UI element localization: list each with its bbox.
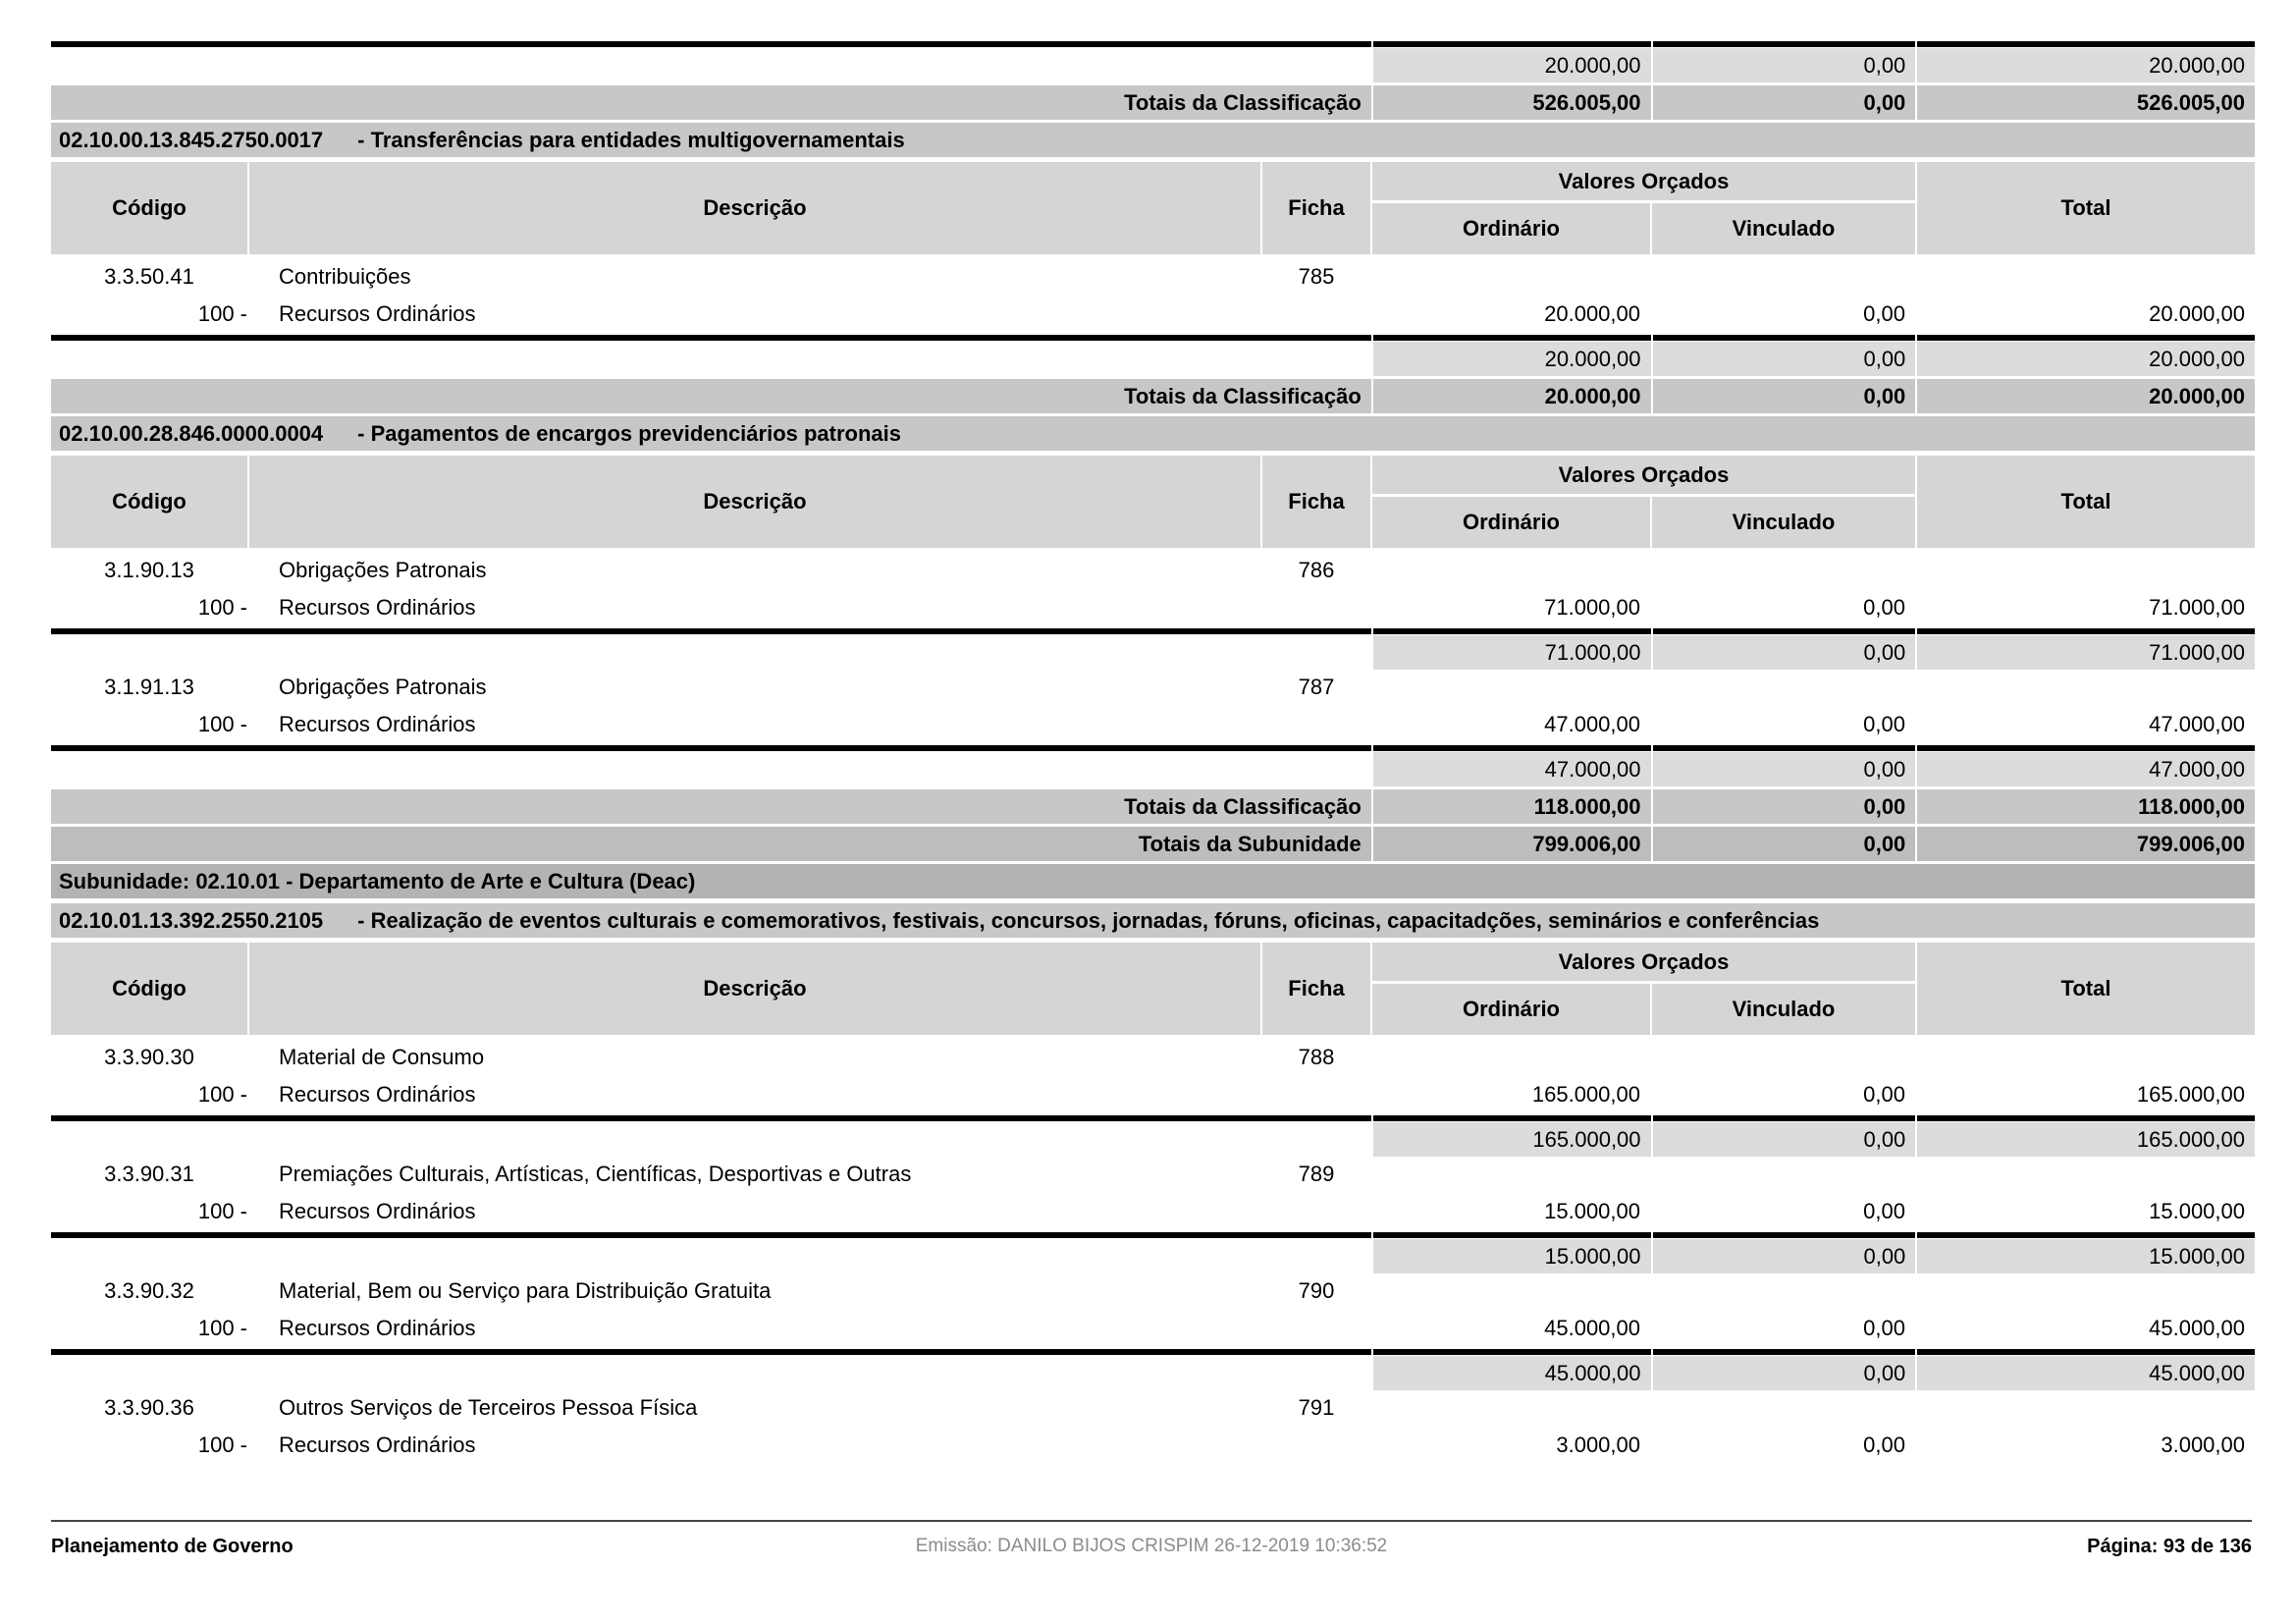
subtotal-spacer (51, 342, 1371, 376)
footer-divider (51, 1520, 2252, 1522)
subtotal-spacer (51, 48, 1371, 82)
subtotal-total-value: 45.000,00 (1917, 1356, 2255, 1390)
subtotal-vinculado-value: 0,00 (1653, 752, 1916, 786)
rule-segment (1917, 335, 2255, 341)
rule-segment (1653, 1115, 1916, 1121)
expense-description: Premiações Culturais, Artísticas, Científicas, Desportivas e Outras (279, 1162, 912, 1186)
empty-cell (1917, 1276, 2255, 1306)
funding-source-name: Recursos Ordinários (279, 1082, 476, 1107)
valores-orcados-group (1372, 456, 1915, 548)
funding-ordinario-value: 15.000,00 (1544, 1199, 1640, 1223)
classification-header-row (51, 903, 2255, 938)
classification-totals-row (51, 85, 2255, 120)
source-subtotal-row (51, 1356, 2255, 1390)
column-header-codigo: Código (51, 162, 247, 254)
rule-segment (1653, 41, 1916, 47)
expense-item-row (51, 1276, 2255, 1306)
column-header-total: Total (1917, 162, 2255, 254)
column-header-descricao: Descrição (249, 943, 1260, 1035)
expense-item-row (51, 1043, 2255, 1072)
subunit-header-row (51, 864, 2255, 898)
classification-header-row (51, 123, 2255, 157)
empty-cell (1652, 673, 1915, 702)
subtotal-vinculado-value: 0,00 (1653, 1239, 1916, 1273)
rule-segment (1653, 628, 1916, 634)
funding-source-row (51, 1080, 2255, 1109)
subtotal-total-value: 71.000,00 (1917, 635, 2255, 670)
subunit-totals-label: Totais da Subunidade (51, 827, 1371, 861)
subunit-totals-ordinario: 799.006,00 (1373, 827, 1651, 861)
empty-cell (1262, 1080, 1370, 1109)
rule-segment (51, 1232, 1371, 1238)
expense-code: 3.1.91.13 (104, 675, 194, 699)
empty-cell (1652, 1276, 1915, 1306)
funding-source-code: 100 - (197, 1316, 247, 1340)
subtotal-ordinario-value: 45.000,00 (1373, 1356, 1651, 1390)
subtotal-ordinario-value: 165.000,00 (1373, 1122, 1651, 1157)
empty-cell (1262, 1431, 1370, 1460)
classification-totals-ordinario: 526.005,00 (1373, 85, 1651, 120)
rule-segment (1917, 1349, 2255, 1355)
classification-totals-label: Totais da Classificação (51, 789, 1371, 824)
funding-source-row (51, 1431, 2255, 1460)
ficha-number: 789 (1298, 1162, 1335, 1186)
expense-item-row (51, 673, 2255, 702)
empty-cell (1372, 673, 1650, 702)
expense-description: Contribuições (279, 264, 411, 289)
funding-source-name: Recursos Ordinários (279, 1433, 476, 1457)
rule-segment (1373, 745, 1651, 751)
classification-totals-total: 526.005,00 (1917, 85, 2255, 120)
empty-cell (1372, 1276, 1650, 1306)
subtotal-ordinario-value: 20.000,00 (1373, 48, 1651, 82)
funding-source-code: 100 - (197, 595, 247, 620)
empty-cell (1917, 1043, 2255, 1072)
expense-item-row (51, 1393, 2255, 1423)
expense-code: 3.3.90.36 (104, 1395, 194, 1420)
subtotal-vinculado-value: 0,00 (1653, 342, 1916, 376)
source-subtotal-row (51, 752, 2255, 786)
funding-source-code: 100 - (197, 1433, 247, 1457)
funding-total-value: 3.000,00 (2161, 1433, 2245, 1457)
empty-cell (1652, 1160, 1915, 1189)
rule-segment (1917, 1115, 2255, 1121)
source-subtotal-row (51, 48, 2255, 82)
funding-total-value: 47.000,00 (2149, 712, 2245, 736)
funding-ordinario-value: 71.000,00 (1544, 595, 1640, 620)
rule-segment (1373, 628, 1651, 634)
funding-source-code: 100 - (197, 712, 247, 736)
valores-orcados-subheaders (1372, 497, 1915, 548)
rule-segment (1653, 745, 1916, 751)
funding-source-row (51, 710, 2255, 739)
classification-totals-vinculado: 0,00 (1653, 789, 1916, 824)
valores-orcados-subheaders (1372, 984, 1915, 1035)
funding-source-row (51, 299, 2255, 329)
funding-source-code: 100 - (197, 1199, 247, 1223)
rule-segment (51, 745, 1371, 751)
rule-segment (1373, 1232, 1651, 1238)
rule-segment (1917, 745, 2255, 751)
empty-cell (1917, 262, 2255, 292)
rule-segment (1653, 1232, 1916, 1238)
ficha-number: 786 (1298, 558, 1335, 582)
subtotal-total-value: 15.000,00 (1917, 1239, 2255, 1273)
expense-description: Outros Serviços de Terceiros Pessoa Física (279, 1395, 698, 1420)
rule-segment (51, 41, 1371, 47)
funding-total-value: 71.000,00 (2149, 595, 2245, 620)
funding-vinculado-value: 0,00 (1863, 1082, 1905, 1107)
classification-header-cell (51, 416, 2255, 451)
funding-source-name: Recursos Ordinários (279, 301, 476, 326)
expense-description: Material de Consumo (279, 1045, 485, 1069)
column-header-ordinario: Ordinário (1372, 497, 1650, 548)
classification-description: - Transferências para entidades multigovernamentais (357, 128, 905, 152)
subtotal-spacer (51, 1356, 1371, 1390)
ficha-number: 787 (1298, 675, 1335, 699)
empty-cell (1262, 593, 1370, 622)
classification-description: - Realização de eventos culturais e comemorativos, festivais, concursos, jornadas, fóruns, oficinas, capacitadções, seminários e conferências (357, 908, 1820, 933)
subtotal-total-value: 20.000,00 (1917, 48, 2255, 82)
ficha-number: 785 (1298, 264, 1335, 289)
subtotal-spacer (51, 635, 1371, 670)
funding-total-value: 45.000,00 (2149, 1316, 2245, 1340)
subtotal-vinculado-value: 0,00 (1653, 1122, 1916, 1157)
classification-totals-vinculado: 0,00 (1653, 85, 1916, 120)
classification-totals-total: 20.000,00 (1917, 379, 2255, 413)
expense-item-row (51, 556, 2255, 585)
footer-report-name: Planejamento de Governo (51, 1535, 294, 1557)
rule-segment (1917, 41, 2255, 47)
funding-source-row (51, 1197, 2255, 1226)
funding-source-name: Recursos Ordinários (279, 1316, 476, 1340)
classification-code: 02.10.01.13.392.2550.2105 (59, 908, 324, 933)
funding-ordinario-value: 45.000,00 (1544, 1316, 1640, 1340)
classification-totals-ordinario: 20.000,00 (1373, 379, 1651, 413)
funding-source-name: Recursos Ordinários (279, 595, 476, 620)
valores-orcados-group (1372, 943, 1915, 1035)
column-header-valores-orcados: Valores Orçados (1372, 456, 1915, 494)
empty-cell (1917, 1393, 2255, 1423)
group-end-rule (51, 1349, 2255, 1355)
classification-code: 02.10.00.13.845.2750.0017 (59, 128, 324, 152)
classification-totals-ordinario: 118.000,00 (1373, 789, 1651, 824)
subtotal-spacer (51, 1239, 1371, 1273)
empty-cell (1262, 1197, 1370, 1226)
group-end-rule (51, 335, 2255, 341)
subtotal-ordinario-value: 20.000,00 (1373, 342, 1651, 376)
classification-totals-row (51, 789, 2255, 824)
rule-segment (1373, 41, 1651, 47)
funding-ordinario-value: 20.000,00 (1544, 301, 1640, 326)
empty-cell (1372, 262, 1650, 292)
funding-vinculado-value: 0,00 (1863, 1199, 1905, 1223)
expense-item-row (51, 262, 2255, 292)
empty-cell (1372, 1160, 1650, 1189)
subtotal-ordinario-value: 15.000,00 (1373, 1239, 1651, 1273)
funding-total-value: 15.000,00 (2149, 1199, 2245, 1223)
group-end-rule (51, 1115, 2255, 1121)
column-header-vinculado: Vinculado (1652, 203, 1915, 254)
rule-segment (51, 335, 1371, 341)
empty-cell (1262, 710, 1370, 739)
column-header-row (51, 456, 2255, 548)
classification-header-cell (51, 123, 2255, 157)
column-header-ordinario: Ordinário (1372, 984, 1650, 1035)
expense-description: Material, Bem ou Serviço para Distribuição Gratuita (279, 1278, 772, 1303)
source-subtotal-row (51, 1122, 2255, 1157)
subtotal-vinculado-value: 0,00 (1653, 1356, 1916, 1390)
column-header-ficha: Ficha (1262, 162, 1370, 254)
funding-source-code: 100 - (197, 301, 247, 326)
classification-totals-label: Totais da Classificação (51, 85, 1371, 120)
funding-vinculado-value: 0,00 (1863, 712, 1905, 736)
empty-cell (1917, 673, 2255, 702)
empty-cell (1372, 556, 1650, 585)
source-subtotal-row (51, 635, 2255, 670)
column-header-valores-orcados: Valores Orçados (1372, 943, 1915, 981)
empty-cell (1262, 299, 1370, 329)
subtotal-total-value: 20.000,00 (1917, 342, 2255, 376)
group-end-rule (51, 1232, 2255, 1238)
subunit-totals-row (51, 827, 2255, 861)
column-header-total: Total (1917, 456, 2255, 548)
subtotal-vinculado-value: 0,00 (1653, 635, 1916, 670)
subtotal-ordinario-value: 47.000,00 (1373, 752, 1651, 786)
group-end-rule (51, 628, 2255, 634)
subunit-totals-total: 799.006,00 (1917, 827, 2255, 861)
expense-description: Obrigações Patronais (279, 675, 487, 699)
rule-segment (1373, 1349, 1651, 1355)
funding-vinculado-value: 0,00 (1863, 595, 1905, 620)
expense-code: 3.3.90.32 (104, 1278, 194, 1303)
column-header-row (51, 162, 2255, 254)
expense-description: Obrigações Patronais (279, 558, 487, 582)
empty-cell (1917, 1160, 2255, 1189)
classification-totals-vinculado: 0,00 (1653, 379, 1916, 413)
page-footer (51, 1532, 2252, 1561)
subtotal-spacer (51, 1122, 1371, 1157)
classification-description: - Pagamentos de encargos previdenciários patronais (357, 421, 902, 446)
ficha-number: 790 (1298, 1278, 1335, 1303)
empty-cell (1262, 1314, 1370, 1343)
funding-source-code: 100 - (197, 1082, 247, 1107)
funding-ordinario-value: 3.000,00 (1556, 1433, 1640, 1457)
funding-ordinario-value: 165.000,00 (1531, 1082, 1640, 1107)
column-header-valores-orcados: Valores Orçados (1372, 162, 1915, 200)
classification-totals-total: 118.000,00 (1917, 789, 2255, 824)
expense-code: 3.3.50.41 (104, 264, 194, 289)
column-header-descricao: Descrição (249, 162, 1260, 254)
empty-cell (1652, 556, 1915, 585)
empty-cell (1652, 1043, 1915, 1072)
footer-emission-info: Emissão: DANILO BIJOS CRISPIM 26-12-2019 10:36:52 (915, 1536, 1388, 1556)
classification-code: 02.10.00.28.846.0000.0004 (59, 421, 324, 446)
group-end-rule (51, 41, 2255, 47)
column-header-vinculado: Vinculado (1652, 984, 1915, 1035)
column-header-vinculado: Vinculado (1652, 497, 1915, 548)
column-header-ordinario: Ordinário (1372, 203, 1650, 254)
rule-segment (1653, 335, 1916, 341)
classification-header-row (51, 416, 2255, 451)
subtotal-ordinario-value: 71.000,00 (1373, 635, 1651, 670)
funding-vinculado-value: 0,00 (1863, 1433, 1905, 1457)
funding-source-row (51, 593, 2255, 622)
expense-code: 3.3.90.31 (104, 1162, 194, 1186)
subunit-totals-vinculado: 0,00 (1653, 827, 1916, 861)
empty-cell (1372, 1043, 1650, 1072)
rule-segment (51, 1349, 1371, 1355)
empty-cell (1652, 1393, 1915, 1423)
rule-segment (1373, 1115, 1651, 1121)
column-header-ficha: Ficha (1262, 456, 1370, 548)
rule-segment (51, 628, 1371, 634)
funding-source-name: Recursos Ordinários (279, 1199, 476, 1223)
column-header-ficha: Ficha (1262, 943, 1370, 1035)
funding-source-row (51, 1314, 2255, 1343)
valores-orcados-subheaders (1372, 203, 1915, 254)
funding-ordinario-value: 47.000,00 (1544, 712, 1640, 736)
group-end-rule (51, 745, 2255, 751)
classification-totals-label: Totais da Classificação (51, 379, 1371, 413)
footer-page-number: Página: 93 de 136 (2087, 1535, 2252, 1557)
subtotal-total-value: 47.000,00 (1917, 752, 2255, 786)
empty-cell (1917, 556, 2255, 585)
column-header-codigo: Código (51, 943, 247, 1035)
column-header-total: Total (1917, 943, 2255, 1035)
column-header-descricao: Descrição (249, 456, 1260, 548)
funding-vinculado-value: 0,00 (1863, 301, 1905, 326)
budget-table (51, 41, 2255, 1466)
expense-code: 3.1.90.13 (104, 558, 194, 582)
classification-header-cell (51, 903, 2255, 938)
source-subtotal-row (51, 342, 2255, 376)
classification-totals-row (51, 379, 2255, 413)
subtotal-spacer (51, 752, 1371, 786)
funding-total-value: 165.000,00 (2136, 1082, 2245, 1107)
valores-orcados-group (1372, 162, 1915, 254)
funding-source-name: Recursos Ordinários (279, 712, 476, 736)
rule-segment (51, 1115, 1371, 1121)
expense-item-row (51, 1160, 2255, 1189)
ficha-number: 791 (1298, 1395, 1335, 1420)
ficha-number: 788 (1298, 1045, 1335, 1069)
funding-total-value: 20.000,00 (2149, 301, 2245, 326)
column-header-codigo: Código (51, 456, 247, 548)
expense-code: 3.3.90.30 (104, 1045, 194, 1069)
subtotal-vinculado-value: 0,00 (1653, 48, 1916, 82)
rule-segment (1917, 1232, 2255, 1238)
empty-cell (1652, 262, 1915, 292)
source-subtotal-row (51, 1239, 2255, 1273)
rule-segment (1653, 1349, 1916, 1355)
empty-cell (1372, 1393, 1650, 1423)
column-header-row (51, 943, 2255, 1035)
funding-vinculado-value: 0,00 (1863, 1316, 1905, 1340)
subtotal-total-value: 165.000,00 (1917, 1122, 2255, 1157)
subunit-header-label: Subunidade: 02.10.01 - Departamento de Arte e Cultura (Deac) (51, 864, 2255, 898)
rule-segment (1917, 628, 2255, 634)
rule-segment (1373, 335, 1651, 341)
